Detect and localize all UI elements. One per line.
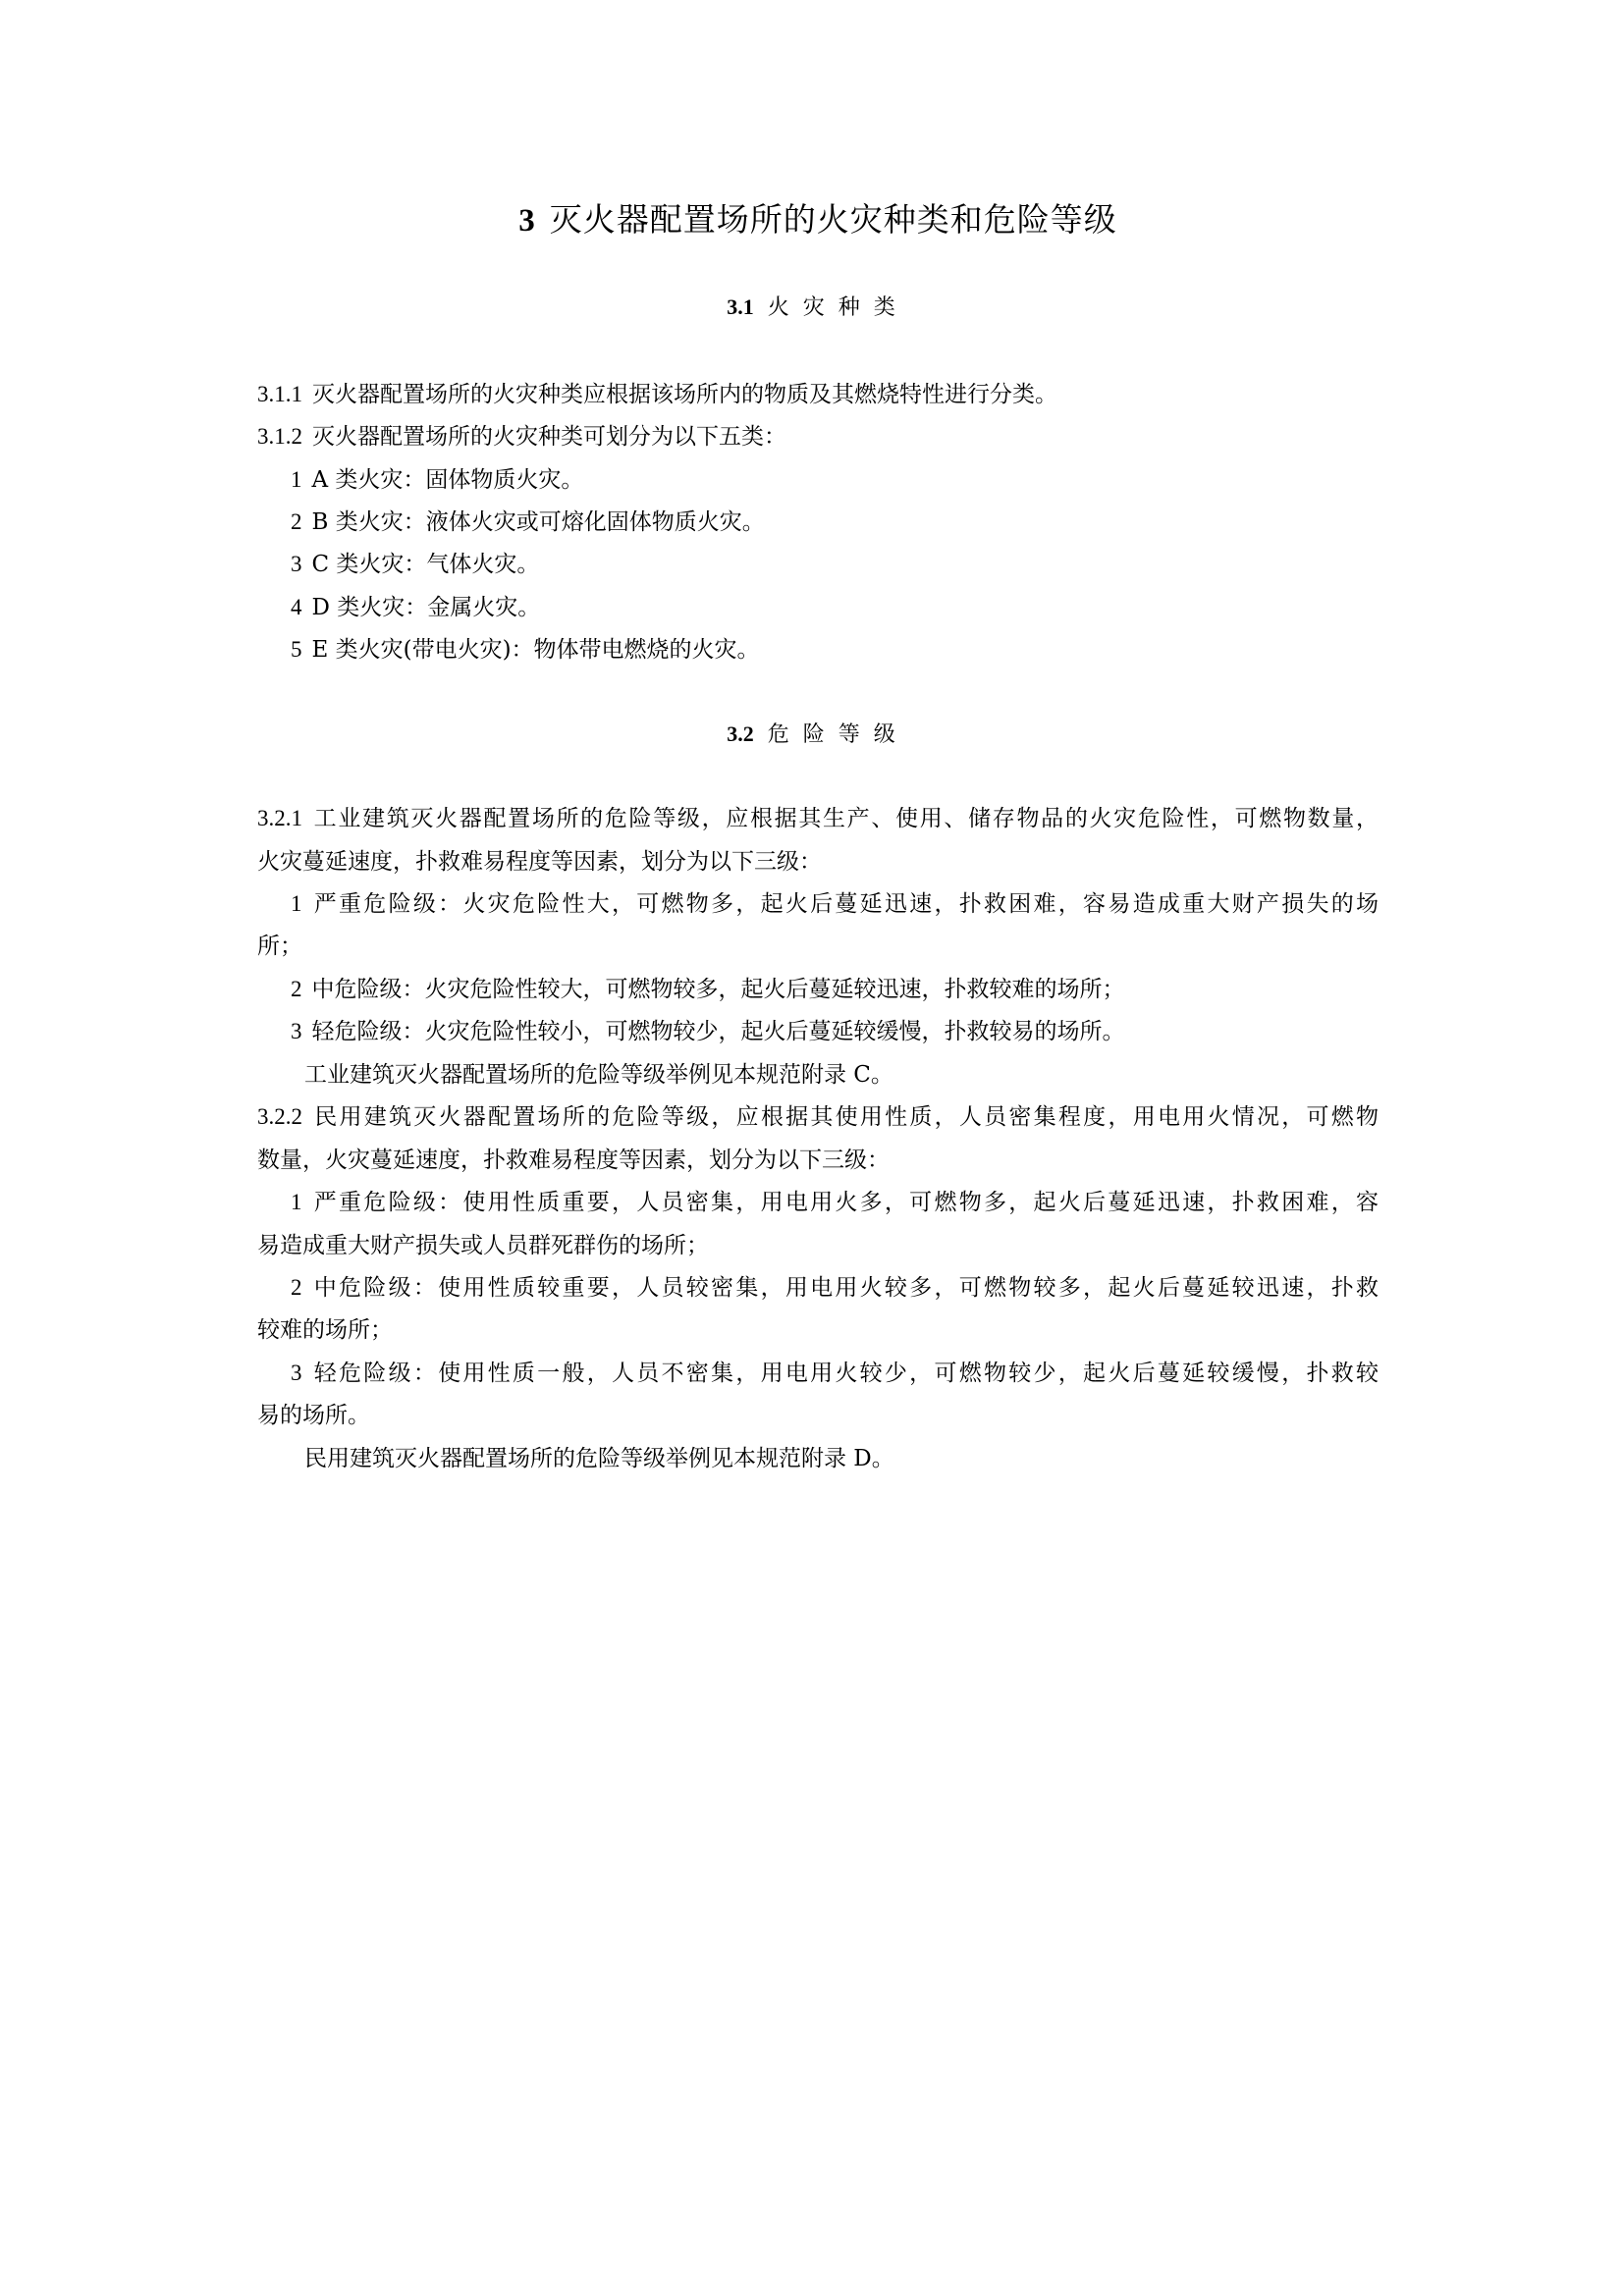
clause-3-2-1-line-1: [257, 797, 1379, 840]
section-3-1-title: [257, 288, 1379, 328]
hazard-level-item-line-2: 易造成重大财产损失或人员群死群伤的场所；: [257, 1233, 709, 1258]
clause-3-2-1-line-2: 火灾蔓延速度，扑救难易程度等因素，划分为以下三级：: [257, 849, 822, 875]
clause-3-1-1-number: 3.1.1: [257, 382, 302, 406]
section-3-1-number: 3.1: [727, 294, 754, 319]
item-number: 5: [291, 637, 302, 662]
item-text: 严重危险级：使用性质重要，人员密集，用电用火多，可燃物多，起火后蔓延迅速，扑救困难，容: [311, 1190, 1379, 1215]
item-number: 2: [291, 1275, 302, 1300]
item-text: 中危险级：使用性质较重要，人员较密集，用电用火较多，可燃物较多，起火后蔓延较迅速，扑救: [311, 1275, 1379, 1301]
hazard-level-item-line-1: [291, 1266, 1379, 1309]
fire-class-item: [291, 458, 583, 502]
section-3-2-number: 3.2: [727, 721, 754, 746]
clause-3-2-2-text: 民用建筑灭火器配置场所的危险等级，应根据其使用性质，人员密集程度，用电用火情况，可燃物: [312, 1104, 1379, 1130]
clause-3-1-2-text: 灭火器配置场所的火灾种类可划分为以下五类：: [312, 424, 786, 450]
item-number: 1: [291, 1190, 302, 1214]
hazard-level-item-line-2: 较难的场所；: [257, 1317, 393, 1343]
item-text: 中危险级：火灾危险性较大，可燃物较多，起火后蔓延较迅速，扑救较难的场所；: [311, 977, 1125, 1002]
item-number: 3: [291, 1361, 302, 1385]
clause-3-2-1-text: 工业建筑灭火器配置场所的危险等级，应根据其生产、使用、储存物品的火灾危险性，可燃物数量，: [312, 806, 1379, 831]
fire-class-item: [291, 628, 760, 671]
chapter-title: [257, 192, 1379, 248]
clause-3-1-1-text: 灭火器配置场所的火灾种类应根据该场所内的物质及其燃烧特性进行分类。: [312, 382, 1057, 407]
clause-3-1-2-number: 3.1.2: [257, 424, 302, 449]
hazard-level-item: [291, 968, 1125, 1011]
section-3-2-title-text: 危险等级: [767, 722, 909, 747]
section-3-1-title-text: 火灾种类: [767, 295, 909, 320]
item-number: 2: [291, 509, 302, 534]
section-3-2-title: [257, 715, 1379, 755]
chapter-title-text: 灭火器配置场所的火灾种类和危险等级: [549, 200, 1117, 239]
hazard-level-item: [291, 1010, 1125, 1053]
clause-3-2-1-number: 3.2.1: [257, 806, 302, 830]
hazard-level-item-line-1: [291, 882, 1379, 926]
item-text: 轻危险级：火灾危险性较小，可燃物较少，起火后蔓延较缓慢，扑救较易的场所。: [311, 1019, 1125, 1044]
clause-3-1-1: [257, 373, 1057, 416]
fire-class-item: [291, 501, 765, 544]
item-number: 1: [291, 467, 302, 492]
hazard-level-item-line-2: 所；: [257, 934, 302, 959]
clause-3-2-2-line-2: 数量，火灾蔓延速度，扑救难易程度等因素，划分为以下三级：: [257, 1148, 890, 1173]
clause-3-2-2-note: 民用建筑灭火器配置场所的危险等级举例见本规范附录 D。: [304, 1446, 894, 1471]
item-text: C 类火灾：气体火灾。: [311, 552, 540, 577]
item-text: A 类火灾：固体物质火灾。: [311, 467, 584, 493]
chapter-number: 3: [518, 203, 536, 239]
hazard-level-item-line-1: [291, 1352, 1379, 1395]
item-number: 3: [291, 552, 302, 576]
item-number: 3: [291, 1019, 302, 1043]
item-text: 严重危险级：火灾危险性大，可燃物多，起火后蔓延迅速，扑救困难，容易造成重大财产损失的场: [311, 891, 1379, 917]
clause-3-1-2: [257, 415, 786, 458]
item-number: 4: [291, 595, 302, 619]
item-text: B 类火灾：液体火灾或可熔化固体物质火灾。: [311, 509, 765, 535]
fire-class-item: [291, 586, 540, 629]
fire-class-item: [291, 543, 539, 586]
item-text: E 类火灾(带电火灾)：物体带电燃烧的火灾。: [311, 637, 760, 663]
item-text: 轻危险级：使用性质一般，人员不密集，用电用火较少，可燃物较少，起火后蔓延较缓慢，扑救较: [311, 1361, 1379, 1386]
hazard-level-item-line-1: [291, 1181, 1379, 1224]
clause-3-2-1-note: 工业建筑灭火器配置场所的危险等级举例见本规范附录 C。: [304, 1062, 893, 1088]
clause-3-2-2-line-1: [257, 1095, 1379, 1139]
hazard-level-item-line-2: 易的场所。: [257, 1403, 370, 1428]
item-number: 1: [291, 891, 302, 916]
item-number: 2: [291, 977, 302, 1001]
clause-3-2-2-number: 3.2.2: [257, 1104, 302, 1129]
item-text: D 类火灾：金属火灾。: [311, 595, 541, 620]
